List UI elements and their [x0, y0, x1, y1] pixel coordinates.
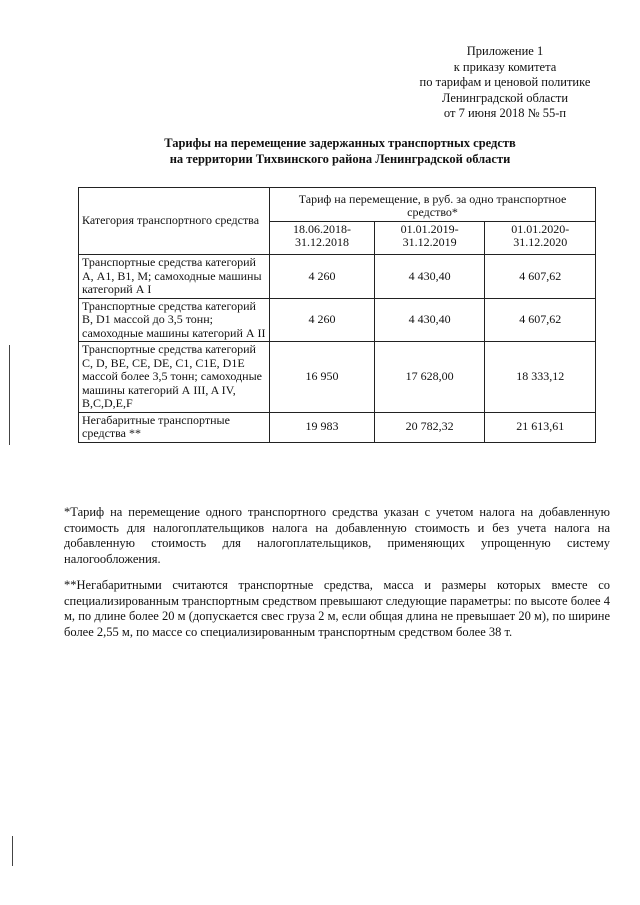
row-value: 21 613,61 [485, 412, 596, 442]
row-value: 4 607,62 [485, 255, 596, 299]
title-line-1: Тарифы на перемещение задержанных транспортных средств [164, 136, 516, 150]
table-row [79, 298, 596, 342]
tariff-table [78, 187, 596, 443]
row-value: 17 628,00 [374, 342, 485, 413]
row-value: 4 260 [270, 298, 375, 342]
row-value: 20 782,32 [374, 412, 485, 442]
table-row [79, 255, 596, 299]
row-value: 18 333,12 [485, 342, 596, 413]
appendix-line-4: Ленинградской области [441, 90, 569, 105]
table-row [79, 342, 596, 413]
footnote-oversized: **Негабаритными считаются транспортные средства, масса и размеры которых вместе со специализированным транспортным средством превышают следующие параметры: по высоте более 4 м, по длине более 20 м (допускается свес груза 2 м, если общая длина не превышает 20 м), по ширине более 2,55 м, по массе со специализированным транспортным средством более 38 т. [64, 578, 610, 639]
row-category: Транспортные средства категорий В, D1 массой до 3,5 тонн; самоходные машины категорий А II [79, 298, 270, 342]
row-value: 4 430,40 [374, 255, 485, 299]
appendix-line-3: по тарифам и ценовой политике [419, 75, 591, 89]
header-tariff: Тариф на перемещение, в руб. за одно транспортное средство* [270, 188, 596, 222]
appendix-line-2: к приказу комитета [453, 59, 557, 74]
table-header-row [79, 188, 596, 222]
appendix-line-5: от 7 июня 2018 № 55-п [443, 106, 567, 120]
scan-margin-mark [12, 836, 13, 866]
period-2: 01.01.2019-31.12.2019 [374, 221, 485, 255]
header-category: Категория транспортного средства [79, 188, 270, 255]
title-line-2: на территории Тихвинского района Ленинградской области [169, 151, 511, 166]
row-value: 16 950 [270, 342, 375, 413]
row-value: 4 430,40 [374, 298, 485, 342]
row-value: 4 260 [270, 255, 375, 299]
table-row [79, 412, 596, 442]
row-category: Транспортные средства категорий А, А1, В1, М; самоходные машины категорий А I [79, 255, 270, 299]
footnote-vat: *Тариф на перемещение одного транспортного средства указан с учетом налога на добавленную стоимость для налогоплательщиков налога на добавленную стоимость и без учета налога на добавленную стоимость для налогоплательщиков, применяющих упрощенную систему налогообложения. [64, 505, 610, 566]
row-category: Транспортные средства категорий С, D, ВЕ, СЕ, DE, С1, С1Е, D1E массой более 3,5 тонн; самоходные машины категорий А III, A IV, B,C,D,E,F [79, 342, 270, 413]
row-category: Негабаритные транспортные средства ** [79, 412, 270, 442]
period-1: 18.06.2018-31.12.2018 [270, 221, 375, 255]
document-title [60, 136, 620, 167]
row-value: 4 607,62 [485, 298, 596, 342]
appendix-line-1: Приложение 1 [466, 44, 544, 58]
scan-margin-mark [9, 345, 10, 445]
appendix-header [400, 44, 610, 122]
period-3: 01.01.2020-31.12.2020 [485, 221, 596, 255]
row-value: 19 983 [270, 412, 375, 442]
